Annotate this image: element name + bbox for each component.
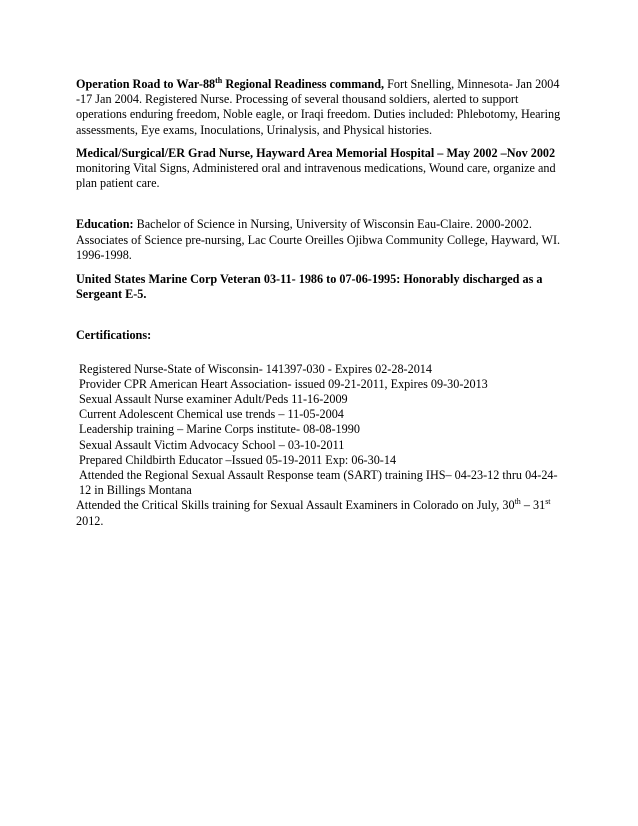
certification-item: Attended the Regional Sexual Assault Response team (SART) training IHS– 04-23-12 thru 04-24-12 in Billings Montana: [79, 468, 558, 498]
certification-item: [76, 498, 562, 528]
certification-item: Sexual Assault Victim Advocacy School – 03-10-2011: [79, 437, 345, 452]
certification-item: Leadership training – Marine Corps institute- 08-08-1990: [79, 422, 360, 437]
experience-title-part: Regional Readiness command,: [222, 77, 385, 91]
certification-item: Provider CPR American Heart Association- issued 09-21-2011, Expires 09-30-2013: [79, 376, 488, 391]
education-bachelor: Bachelor of Science in Nursing, University of Wisconsin Eau-Claire. 2000-2002.: [133, 217, 532, 232]
experience-title-part: Operation Road to War-88: [76, 77, 216, 91]
experience-operation-road-to-war: [76, 77, 562, 138]
experience-title: [76, 77, 384, 91]
ordinal-suffix: st: [545, 497, 551, 507]
education-associates: Associates of Science pre-nursing, Lac Courte Oreilles Ojibwa Community College, Hayward, WI. 1996-1998.: [76, 232, 561, 262]
certification-item: Prepared Childbirth Educator –Issued 05-19-2011 Exp: 06-30-14: [79, 452, 397, 467]
certification-text: 2012.: [76, 513, 104, 528]
ordinal-suffix: th: [215, 76, 223, 85]
certifications-list: [76, 362, 562, 529]
experience-hayward-hospital: [76, 146, 562, 192]
certification-item: Sexual Assault Nurse examiner Adult/Peds 11-16-2009: [79, 392, 348, 407]
resume-page: [76, 77, 562, 529]
experience-body: monitoring Vital Signs, Administered oral and intravenous medications, Wound care, organize and plan patient care.: [76, 161, 556, 191]
military-service: United States Marine Corp Veteran 03-11- 1986 to 07-06-1995: Honorably discharged as a Sergeant E-5.: [76, 272, 543, 302]
certification-text: Attended the Critical Skills training for Sexual Assault Examiners in Colorado on July, 30: [76, 498, 515, 513]
experience-title: Medical/Surgical/ER Grad Nurse, Hayward Area Memorial Hospital – May 2002 –Nov 2002: [76, 145, 556, 160]
education-section: [76, 217, 562, 263]
ordinal-suffix: th: [514, 497, 521, 507]
certification-item: Current Adolescent Chemical use trends – 11-05-2004: [79, 407, 344, 422]
certifications-heading: Certifications:: [76, 328, 152, 343]
certification-item: Registered Nurse-State of Wisconsin- 141397-030 - Expires 02-28-2014: [79, 361, 432, 376]
experience-body: Fort Snelling, Minnesota- Jan 2004 -17 Jan 2004. Registered Nurse. Processing of several thousand soldiers, alerted to support operations enduring freedom, Noble eagle, or Iraqi freedom. Duties included: Phlebotomy, Hearing assessments, Eye exams, Inoculations, Urinalysis, and Physical histories.: [76, 77, 561, 137]
certification-text: – 31: [520, 498, 546, 513]
education-label: Education:: [76, 217, 134, 232]
